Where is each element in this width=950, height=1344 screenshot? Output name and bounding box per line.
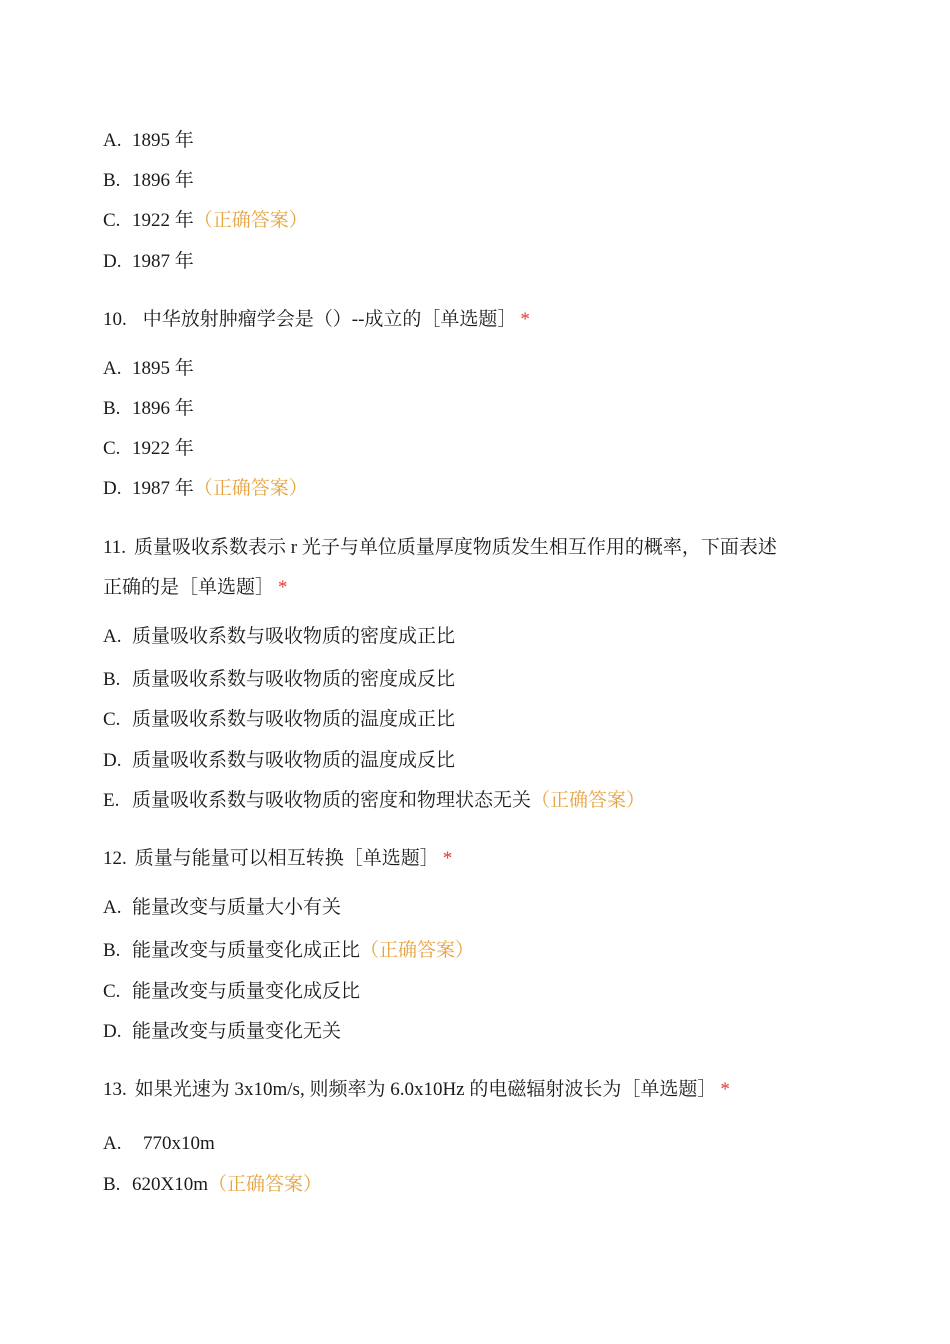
correct-answer-tag: （正确答案） bbox=[208, 1174, 323, 1195]
option-text: 能量改变与质量变化无关 bbox=[132, 1021, 342, 1042]
required-mark: * bbox=[442, 848, 453, 869]
option-text: 质量吸收系数与吸收物质的温度成正比 bbox=[132, 709, 456, 730]
option-text: 1987 年 bbox=[132, 251, 194, 272]
correct-answer-tag: （正确答案） bbox=[360, 940, 475, 961]
q11-option-a bbox=[103, 625, 455, 649]
question-11-title-line1 bbox=[103, 536, 777, 560]
question-text: 中华放射肿瘤学会是（）--成立的［单选题］ bbox=[142, 309, 517, 330]
option-letter: D. bbox=[103, 1021, 122, 1042]
option-text: 1896 年 bbox=[132, 170, 194, 191]
option-letter: D. bbox=[103, 478, 122, 499]
option-text: 质量吸收系数与吸收物质的密度成反比 bbox=[132, 669, 456, 690]
correct-answer-tag: （正确答案） bbox=[193, 478, 308, 499]
q10-option-c bbox=[103, 437, 194, 461]
question-text: 正确的是［单选题］ bbox=[103, 577, 275, 598]
option-text: 620X10m bbox=[132, 1174, 208, 1195]
option-letter: C. bbox=[103, 709, 121, 730]
option-letter: A. bbox=[103, 897, 122, 918]
correct-answer-tag: （正确答案） bbox=[193, 210, 308, 231]
question-number: 10. bbox=[103, 309, 127, 330]
required-mark: * bbox=[278, 577, 288, 598]
question-text: 质量与能量可以相互转换［单选题］ bbox=[134, 848, 439, 869]
option-text: 质量吸收系数与吸收物质的温度成反比 bbox=[132, 750, 456, 771]
q12-option-a bbox=[103, 896, 341, 920]
option-letter: B. bbox=[103, 398, 121, 419]
option-text: 能量改变与质量大小有关 bbox=[132, 897, 342, 918]
option-letter: C. bbox=[103, 210, 121, 231]
option-letter: D. bbox=[103, 750, 122, 771]
q10-option-a bbox=[103, 357, 194, 381]
question-13-title bbox=[103, 1078, 730, 1102]
q12-option-d bbox=[103, 1020, 341, 1044]
question-number: 12. bbox=[103, 848, 127, 869]
option-letter: A. bbox=[103, 626, 122, 647]
option-letter: A. bbox=[103, 358, 122, 379]
option-letter: E. bbox=[103, 790, 120, 811]
q10-option-d bbox=[103, 477, 308, 501]
option-text: 能量改变与质量变化成反比 bbox=[132, 981, 361, 1002]
question-text: 质量吸收系数表示 r 光子与单位质量厚度物质发生相互作用的概率，下面表述 bbox=[134, 537, 777, 558]
option-letter: B. bbox=[103, 669, 121, 690]
required-mark: * bbox=[720, 1079, 730, 1100]
q10-option-b bbox=[103, 397, 194, 421]
q9-option-d bbox=[103, 250, 194, 274]
question-text: 如果光速为 3x10m/s, 则频率为 6.0x10Hz 的电磁辐射波长为［单选题］ bbox=[134, 1079, 717, 1100]
q11-option-e bbox=[103, 789, 645, 813]
required-mark: * bbox=[520, 309, 530, 330]
option-text: 1922 年 bbox=[132, 210, 194, 231]
q9-option-b bbox=[103, 169, 194, 193]
q11-option-b bbox=[103, 668, 455, 692]
question-number: 13. bbox=[103, 1079, 127, 1100]
question-10-title bbox=[103, 308, 530, 332]
q9-option-a bbox=[103, 129, 194, 153]
option-text: 1896 年 bbox=[132, 398, 194, 419]
option-letter: C. bbox=[103, 438, 121, 459]
option-text: 1987 年 bbox=[132, 478, 194, 499]
option-text: 质量吸收系数与吸收物质的密度和物理状态无关 bbox=[132, 790, 532, 811]
option-letter: B. bbox=[103, 170, 121, 191]
option-letter: B. bbox=[103, 940, 121, 961]
option-text: 1895 年 bbox=[132, 130, 194, 151]
q13-option-b bbox=[103, 1173, 322, 1197]
option-text: 770x10m bbox=[143, 1133, 215, 1154]
option-text: 1922 年 bbox=[132, 438, 194, 459]
q9-option-c bbox=[103, 209, 308, 233]
q12-option-b bbox=[103, 939, 474, 963]
option-letter: A. bbox=[103, 1133, 122, 1154]
option-letter: C. bbox=[103, 981, 121, 1002]
correct-answer-tag: （正确答案） bbox=[531, 790, 646, 811]
question-11-title-line2 bbox=[103, 576, 288, 600]
q12-option-c bbox=[103, 980, 360, 1004]
option-letter: D. bbox=[103, 251, 122, 272]
q11-option-d bbox=[103, 749, 455, 773]
q11-option-c bbox=[103, 708, 455, 732]
option-text: 质量吸收系数与吸收物质的密度成正比 bbox=[132, 626, 456, 647]
question-12-title bbox=[103, 847, 452, 871]
option-letter: B. bbox=[103, 1174, 121, 1195]
option-letter: A. bbox=[103, 130, 122, 151]
option-text: 能量改变与质量变化成正比 bbox=[132, 940, 361, 961]
option-text: 1895 年 bbox=[132, 358, 194, 379]
question-number: 11. bbox=[103, 537, 127, 558]
q13-option-a bbox=[103, 1132, 215, 1156]
